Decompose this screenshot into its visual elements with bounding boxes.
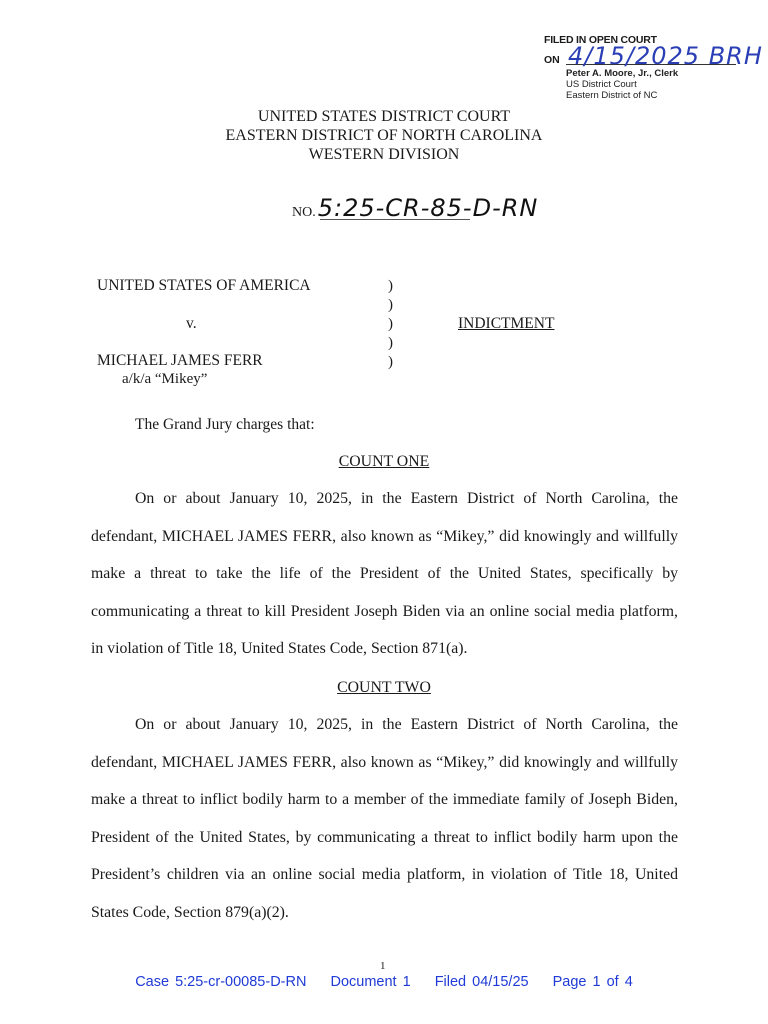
paren: ) bbox=[388, 354, 393, 370]
grand-jury-intro: The Grand Jury charges that: bbox=[135, 416, 315, 433]
clerk-district: Eastern District of NC bbox=[566, 90, 658, 101]
case-number bbox=[292, 194, 538, 222]
count-one-heading: COUNT ONE bbox=[338, 453, 430, 470]
handwritten-filing-date: 4/15/2025 BRH bbox=[568, 42, 763, 70]
handwritten-case-number: 5:25-CR-85-D-RN bbox=[317, 194, 539, 222]
filed-in-open-court-label: FILED IN OPEN COURT bbox=[544, 34, 657, 46]
plaintiff-name: UNITED STATES OF AMERICA bbox=[97, 277, 311, 294]
paren: ) bbox=[388, 335, 393, 351]
defendant-alias: a/k/a “Mikey” bbox=[122, 371, 208, 387]
court-name: UNITED STATES DISTRICT COURT bbox=[257, 108, 511, 125]
court-heading bbox=[0, 107, 768, 164]
ecf-footer bbox=[0, 974, 768, 990]
caption-parentheses bbox=[388, 277, 393, 372]
count-one-paragraph: On or about January 10, 2025, in the Eastern District of North Carolina, the defendant, MICHAEL JAMES FERR, also known as “Mikey,” did knowingly and willfully make a threat to take the life of the President of the United States, specifically by communicating a threat to kill President Joseph Biden via an online social media platform, in violation of Title 18, United States Code, Section 871(a). bbox=[91, 490, 678, 657]
court-district: EASTERN DISTRICT OF NORTH CAROLINA bbox=[225, 127, 543, 144]
paren: ) bbox=[388, 316, 393, 332]
count-two-paragraph: On or about January 10, 2025, in the Eastern District of North Carolina, the defendant, MICHAEL JAMES FERR, also known as “Mikey,” did knowingly and willfully make a threat to inflict bodily harm to a member of the immediate family of Joseph Biden, President of the United States, by communicating a threat to inflict bodily harm upon the President’s children via an online social media platform, in violation of Title 18, United States Code, Section 879(a)(2). bbox=[91, 716, 678, 921]
defendant-name: MICHAEL JAMES FERR bbox=[97, 352, 263, 369]
footer-case-number: Case 5:25-cr-00085-D-RN bbox=[135, 974, 307, 990]
footer-page: Page 1 of 4 bbox=[552, 974, 633, 990]
footer-document: Document 1 bbox=[330, 974, 411, 990]
count-two-body bbox=[91, 706, 678, 931]
count-two-heading: COUNT TWO bbox=[337, 679, 431, 696]
paren: ) bbox=[388, 278, 393, 294]
document-title: INDICTMENT bbox=[458, 315, 555, 332]
clerk-court: US District Court bbox=[566, 79, 637, 90]
paren: ) bbox=[388, 297, 393, 313]
stamp-on-label: ON bbox=[544, 54, 560, 66]
court-division: WESTERN DIVISION bbox=[308, 146, 460, 163]
clerk-name: Peter A. Moore, Jr., Clerk bbox=[566, 68, 679, 79]
versus-label: v. bbox=[186, 315, 197, 332]
count-one-body bbox=[91, 480, 678, 668]
filing-stamp bbox=[544, 34, 764, 101]
clerk-block bbox=[566, 68, 678, 101]
case-number-underline bbox=[320, 219, 470, 220]
footer-filed-date: Filed 04/15/25 bbox=[434, 974, 529, 990]
case-number-label: NO. bbox=[292, 205, 316, 220]
page-number: 1 bbox=[380, 960, 386, 972]
